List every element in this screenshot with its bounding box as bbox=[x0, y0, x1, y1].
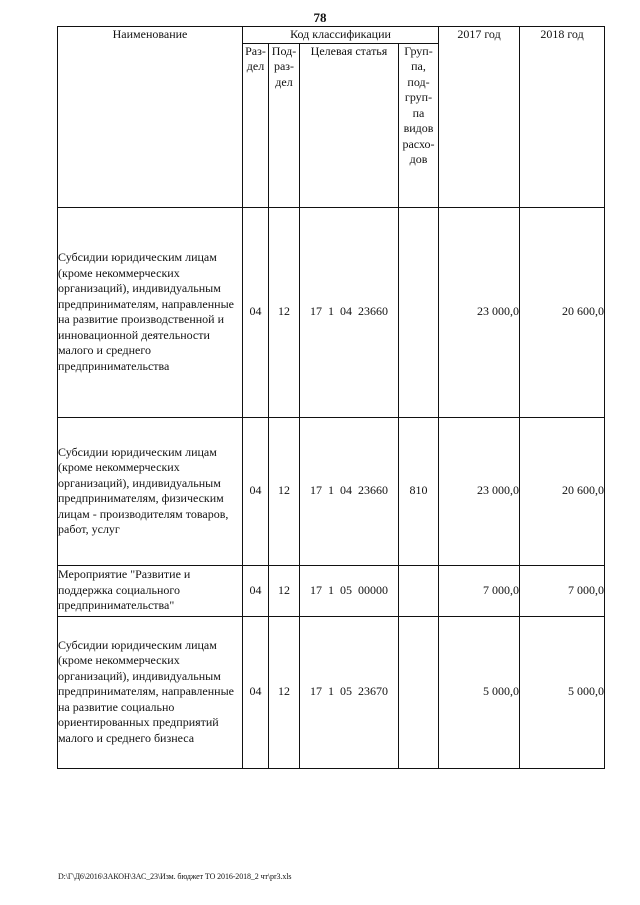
row-razdel: 04 bbox=[243, 565, 269, 616]
row-name: Субсидии юридическим лицам (кроме некоммерческих организаций), индивидуальным предпринимателям, направленные на развитие социально ориентированных предприятий малого и среднего бизнеса bbox=[58, 616, 243, 768]
row-2017: 7 000,0 bbox=[439, 565, 520, 616]
row-group bbox=[399, 207, 439, 417]
row-target: 17 1 05 00000 bbox=[300, 565, 399, 616]
budget-table bbox=[57, 26, 605, 769]
row-2017: 23 000,0 bbox=[439, 417, 520, 565]
file-path-footer: D:\Г\Д6\2016\ЗАКОН\ЗАС_23\Изм. бюджет ТО 2016-2018_2 чт\pr3.xls bbox=[58, 872, 292, 881]
row-name: Субсидии юридическим лицам (кроме некоммерческих организаций), индивидуальным предпринимателям, физическим лицам - производителям товаров, работ, услуг bbox=[58, 417, 243, 565]
row-podrazdel: 12 bbox=[269, 565, 300, 616]
table-row bbox=[58, 616, 605, 768]
table-row bbox=[58, 207, 605, 417]
row-razdel: 04 bbox=[243, 207, 269, 417]
row-group bbox=[399, 565, 439, 616]
row-podrazdel: 12 bbox=[269, 207, 300, 417]
row-2017: 23 000,0 bbox=[439, 207, 520, 417]
header-target: Целевая статья bbox=[300, 43, 399, 207]
row-name: Субсидии юридическим лицам (кроме некоммерческих организаций), индивидуальным предпринимателям, направленные на развитие производственной и инновационной деятельности малого и среднего предпринимательства bbox=[58, 207, 243, 417]
header-razdel: Раз- дел bbox=[243, 43, 269, 207]
row-razdel: 04 bbox=[243, 616, 269, 768]
row-target: 17 1 05 23670 bbox=[300, 616, 399, 768]
row-2018: 20 600,0 bbox=[520, 417, 605, 565]
header-group: Груп- па, под- груп- па видов расхо- дов bbox=[399, 43, 439, 207]
header-podrazdel: Под- раз- дел bbox=[269, 43, 300, 207]
table-row bbox=[58, 565, 605, 616]
header-year-2017: 2017 год bbox=[439, 27, 520, 208]
row-podrazdel: 12 bbox=[269, 417, 300, 565]
row-target: 17 1 04 23660 bbox=[300, 417, 399, 565]
header-name: Наименование bbox=[58, 27, 243, 208]
row-target: 17 1 04 23660 bbox=[300, 207, 399, 417]
row-group: 810 bbox=[399, 417, 439, 565]
header-year-2018: 2018 год bbox=[520, 27, 605, 208]
row-2018: 7 000,0 bbox=[520, 565, 605, 616]
table-row bbox=[58, 417, 605, 565]
row-podrazdel: 12 bbox=[269, 616, 300, 768]
row-2018: 5 000,0 bbox=[520, 616, 605, 768]
page-number: 78 bbox=[313, 10, 327, 25]
header-classification: Код классификации bbox=[243, 27, 439, 44]
row-group bbox=[399, 616, 439, 768]
row-2018: 20 600,0 bbox=[520, 207, 605, 417]
row-razdel: 04 bbox=[243, 417, 269, 565]
row-name: Мероприятие "Развитие и поддержка социального предпринимательства" bbox=[58, 565, 243, 616]
row-2017: 5 000,0 bbox=[439, 616, 520, 768]
